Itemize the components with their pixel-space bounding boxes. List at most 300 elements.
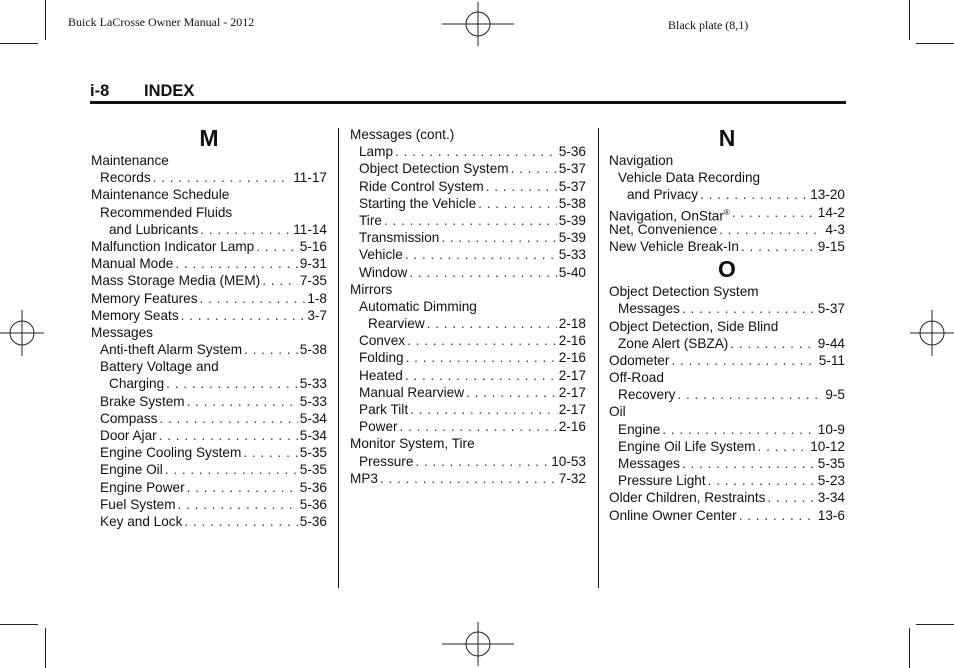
index-entry-term [350,281,392,298]
index-entry [350,384,586,401]
index-entry-text: Malfunction Indicator Lamp [91,238,255,254]
index-entry-term [359,178,484,195]
index-entry-page: 3-34 [817,490,845,506]
index-entry-page: 5-37 [558,161,586,177]
dot-leader [165,461,298,478]
crop-mark-top-left-v [45,0,46,40]
index-entry-page: 2-16 [558,350,586,366]
dot-leader [184,513,297,530]
dot-leader [406,349,557,366]
index-entry [609,186,845,203]
index-entry-term [618,169,760,186]
index-entry-page: 4-3 [825,221,845,237]
column-divider-1 [338,128,339,588]
index-entry [609,438,845,455]
index-entry [91,375,327,392]
index-entry-page: 5-16 [299,238,327,254]
crop-mark-bottom-right-h [916,624,954,625]
index-entry-text: Manual Mode [91,256,174,272]
index-entry-page: 2-16 [558,333,586,349]
index-entry [609,455,845,472]
index-entry [350,418,586,435]
index-entry-page: 5-34 [299,410,327,426]
index-entry-term [359,264,407,281]
index-entry-page: 3-7 [307,307,327,323]
index-entry-page: 5-39 [558,230,586,246]
dot-leader [200,221,291,238]
index-entry-term [609,318,778,335]
index-entry [350,143,586,160]
index-entry-text: Engine Oil [100,462,163,478]
index-entry-term [359,143,393,160]
dot-leader [407,332,557,349]
index-entry-page: 1-8 [307,290,327,306]
index-entry-text: Window [359,264,408,280]
index-entry-term [109,221,198,238]
index-entry-term [359,160,509,177]
index-entry-text: Zone Alert (SBZA) [618,335,729,351]
index-entry-term [627,186,698,203]
index-entry-page: 5-36 [299,496,327,512]
index-entry-text: Mass Storage Media (MEM) [91,273,261,289]
index-entry-page: 11-14 [293,221,327,237]
index-entry [91,324,327,341]
index-entry-term [91,307,179,324]
index-entry-text: Records [100,170,151,186]
dot-leader [700,186,808,203]
index-letter-heading: O [718,256,736,283]
index-column-3 [609,124,845,524]
index-entry-text: Fuel System [100,496,176,512]
index-entry [350,246,586,263]
dot-leader [739,507,816,524]
index-entry-page: 5-37 [558,178,586,194]
index-entry [91,186,327,203]
index-entry-term [609,352,669,369]
index-entry-page: 10-12 [810,438,845,454]
index-entry-page: 5-36 [299,479,327,495]
index-entry-term [100,496,176,513]
index-entry-text: Automatic Dimming [359,298,477,314]
index-entry-page: 5-40 [558,264,586,280]
index-entry-term [91,152,169,169]
index-entry [91,341,327,358]
index-entry-text: Brake System [100,393,185,409]
index-column-2 [350,126,586,487]
dot-leader [677,386,823,403]
index-entry [609,507,845,524]
index-entry-page: 13-6 [817,507,845,523]
dot-leader [466,384,557,401]
index-entry-term [618,472,706,489]
dot-leader [159,410,297,427]
crop-mark-top-left-h [0,43,38,44]
index-entry-page: 14-2 [817,204,845,220]
column-divider-2 [598,128,599,588]
index-entry [609,238,845,255]
index-entry-text: Navigation, OnStar [609,208,724,224]
index-entry-term [359,212,382,229]
index-entry-page: 5-33 [558,247,586,263]
index-entry-text: Tire [359,212,382,228]
index-entry-text: Charging [109,376,165,392]
index-entry [91,461,327,478]
index-entry-text: Net, Convenience [609,221,718,237]
dot-leader [159,427,298,444]
index-entry-term [618,438,756,455]
index-entry-term [350,126,454,143]
index-entry-text: Object Detection System [609,284,759,300]
index-entry [350,298,586,315]
index-entry [609,204,845,224]
index-entry-term [359,453,413,470]
index-entry-text: Park Tilt [359,402,409,417]
index-entry [609,489,845,506]
index-entry-text: Mirrors [350,281,393,297]
index-entry-text: Messages (cont.) [350,127,455,142]
index-entry-term [359,384,464,401]
index-entry [350,160,586,177]
index-entry-text: Door Ajar [100,428,157,443]
index-entry-page: 2-16 [558,419,586,435]
index-entry-text: Convex [359,333,406,349]
index-entry [350,435,586,452]
index-entry-text: Online Owner Center [609,507,737,523]
index-entry [609,421,845,438]
index-entry-page: 5-37 [817,301,845,317]
dot-leader [409,264,556,281]
index-entry [350,212,586,229]
index-entry-term [609,369,664,386]
index-entry [91,410,327,427]
registration-mark-left-icon [0,310,44,356]
index-entry-page: 9-5 [825,387,845,403]
dot-leader [730,335,815,352]
dot-leader [175,255,297,272]
dot-leader [732,204,816,221]
index-entry-term [618,455,680,472]
index-entry-text: Engine Oil Life System [618,438,756,454]
index-entry-text: Odometer [609,352,670,368]
index-entry [350,178,586,195]
crop-mark-bottom-right-v [909,628,910,668]
index-entry-term [609,152,673,169]
index-entry-term [618,300,680,317]
index-entry-term [91,290,198,307]
index-entry-text: Starting the Vehicle [359,195,477,211]
index-entry-page: 5-33 [299,393,327,409]
index-entry [91,221,327,238]
index-entry [91,204,327,221]
plate-label: Black plate (8,1) [668,18,749,32]
index-entry-page: 13-20 [810,187,845,203]
index-entry-page: 5-38 [558,195,586,211]
index-entry-text: Oil [609,404,626,420]
index-entry [350,332,586,349]
index-entry [91,444,327,461]
dot-leader [719,221,823,238]
dot-leader [262,272,298,289]
index-entry-text: Vehicle Data Recording [618,170,761,186]
index-entry-page: 5-11 [818,352,845,368]
index-entry-text: Monitor System, Tire [350,436,475,452]
index-entry [609,221,845,238]
index-entry-text: Older Children, Restraints [609,490,766,506]
dot-leader [400,418,557,435]
dot-leader [427,315,557,332]
index-entry-text: Battery Voltage and [100,359,219,375]
index-entry [91,169,327,186]
index-entry-term [100,461,163,478]
index-entry [91,513,327,530]
index-entry [609,369,845,386]
dot-leader [671,352,816,369]
index-entry [350,315,586,332]
index-entry-text: Off-Road [609,370,664,386]
index-entry-term [618,335,728,352]
index-entry-term [618,421,660,438]
dot-leader [405,367,557,384]
index-entry-text: Object Detection, Side Blind [609,318,779,334]
index-entry-text: and Privacy [627,187,699,203]
index-entry-term [100,513,182,530]
header-rule [90,101,846,104]
dot-leader [153,169,292,186]
index-entry-term [91,255,173,272]
dot-leader [187,393,298,410]
index-entry-text: Key and Lock [100,513,183,529]
dot-leader [405,246,557,263]
index-entry-term [359,401,408,418]
index-entry-page: 2-17 [558,384,586,400]
crop-mark-top-right-h [916,43,954,44]
index-entry-page: 7-32 [558,470,586,486]
index-entry-text: Ride Control System [359,178,484,194]
dot-leader [486,178,557,195]
dot-leader [380,470,557,487]
index-entry-page: 9-15 [817,238,845,254]
index-entry [350,126,586,143]
dot-leader [243,444,297,461]
index-entry-page: 9-31 [299,256,327,272]
dot-leader [415,453,549,470]
index-entry-page: 10-53 [551,453,586,469]
index-entry-term [359,229,439,246]
index-entry-text: and Lubricants [109,221,199,237]
index-entry-text: Navigation [609,153,674,168]
dot-leader [178,496,298,513]
index-entry-text: Maintenance [91,153,169,168]
index-entry [91,393,327,410]
index-entry-page: 7-35 [299,273,327,289]
crop-mark-bottom-left-h [0,624,38,625]
index-entry-term [359,195,476,212]
index-entry-text: Recovery [618,387,676,403]
index-entry-term [100,393,185,410]
index-entry-term [100,410,157,427]
dot-leader [511,160,557,177]
dot-leader [395,143,557,160]
index-entry-term [609,489,765,506]
registration-mark-right-icon [910,310,954,356]
index-entry-term [609,507,737,524]
dot-leader [410,401,557,418]
index-entry-term [100,169,151,186]
index-entry-term [109,375,164,392]
index-entry-term [359,246,403,263]
index-entry-page: 5-34 [299,428,327,443]
index-entry-page: 5-38 [299,342,327,358]
index-entry-term [100,479,185,496]
index-entry [91,427,327,444]
index-entry [91,255,327,272]
index-entry-page: 5-36 [299,513,327,529]
index-entry-term [100,204,232,221]
index-entry-text: Memory Seats [91,307,179,323]
index-entry-term [91,272,260,289]
dot-leader [256,238,298,255]
dot-leader [682,455,816,472]
registered-mark: ® [723,207,730,217]
index-entry [609,352,845,369]
dot-leader [181,307,306,324]
index-entry-term [350,470,378,487]
index-entry-page: 5-35 [299,462,327,478]
index-entry-text: Rearview [368,316,425,332]
dot-leader [662,421,815,438]
crop-mark-bottom-left-v [45,628,46,668]
index-entry-page: 5-33 [299,376,327,392]
index-entry [91,479,327,496]
index-entry-term [618,386,675,403]
dot-leader [441,229,556,246]
page-title: INDEX [144,82,195,100]
index-entry-text: Pressure [359,453,414,469]
page-number: i-8 [90,82,110,100]
index-entry [609,283,845,300]
index-entry [350,264,586,281]
index-entry-term [368,315,425,332]
index-entry-page: 2-17 [558,367,586,383]
index-entry-page: 9-44 [817,335,845,351]
index-entry [91,152,327,169]
dot-leader [767,489,815,506]
dot-leader [708,472,816,489]
index-entry-term [100,444,241,461]
index-entry-term [359,298,477,315]
index-letter-heading: N [718,125,736,151]
index-entry-page: 10-9 [817,421,845,437]
dot-leader [758,438,809,455]
index-entry-page: 2-18 [558,316,586,332]
dot-leader [166,375,298,392]
index-entry-page: 5-23 [817,473,845,489]
index-entry-text: Compass [100,410,158,426]
index-entry-text: Transmission [359,230,440,246]
index-entry-term [609,221,717,238]
index-entry-text: Vehicle [359,247,403,263]
index-entry-term [100,427,157,444]
index-entry-term [609,204,730,224]
index-entry-term [359,349,404,366]
dot-leader [384,212,557,229]
index-entry-text: Anti-theft Alarm System [100,342,243,358]
index-entry-term [91,238,254,255]
index-entry [91,290,327,307]
index-entry-term [100,358,219,375]
index-entry-term [91,186,229,203]
index-entry-text: Recommended Fluids [100,204,233,220]
index-entry-term [609,238,739,255]
dot-leader [187,479,298,496]
index-entry [350,229,586,246]
index-entry-text: New Vehicle Break-In [609,238,739,254]
dot-leader [200,290,306,307]
index-entry-term [350,435,475,452]
index-column-1 [91,124,327,530]
index-entry-text: Engine [618,421,661,437]
index-entry-page: 5-35 [299,445,327,461]
index-entry-text: Memory Features [91,290,198,306]
index-entry [609,335,845,352]
index-entry [350,195,586,212]
index-entry-term [359,332,405,349]
index-entry [350,453,586,470]
dot-leader [741,238,816,255]
index-entry [609,300,845,317]
index-entry-term [609,283,759,300]
index-entry [91,358,327,375]
dot-leader [478,195,557,212]
index-entry-page: 2-17 [558,402,586,417]
index-entry-term [359,367,403,384]
index-entry-text: Engine Power [100,479,185,495]
index-entry [609,152,845,169]
index-entry-text: Manual Rearview [359,384,465,400]
index-entry-text: Power [359,419,398,435]
index-entry [91,238,327,255]
index-entry-page: 5-39 [558,212,586,228]
index-entry [609,386,845,403]
index-letter-heading: M [199,125,219,151]
index-entry-page: 5-36 [558,144,586,160]
index-entry-page: 5-35 [817,456,845,471]
index-entry-text: Messages [618,456,680,471]
dot-leader [244,341,298,358]
index-entry-text: Messages [618,301,680,317]
dot-leader [682,300,816,317]
index-entry [609,318,845,335]
index-entry-text: Lamp [359,144,394,160]
index-entry-term [609,403,626,420]
index-entry [91,496,327,513]
index-entry [609,472,845,489]
index-entry [91,272,327,289]
manual-title: Buick LaCrosse Owner Manual - 2012 [68,15,255,29]
index-entry-text: Messages [91,324,153,340]
index-entry [350,281,586,298]
index-entry-term [91,324,153,341]
index-entry [350,367,586,384]
index-entry [91,307,327,324]
crop-mark-top-right-v [909,0,910,40]
index-entry-text: MP3 [350,470,378,486]
index-entry [609,403,845,420]
index-entry-page: 11-17 [293,170,327,186]
index-entry-text: Pressure Light [618,473,706,489]
index-entry-text: Folding [359,350,404,366]
registration-mark-bottom-icon [442,622,514,666]
